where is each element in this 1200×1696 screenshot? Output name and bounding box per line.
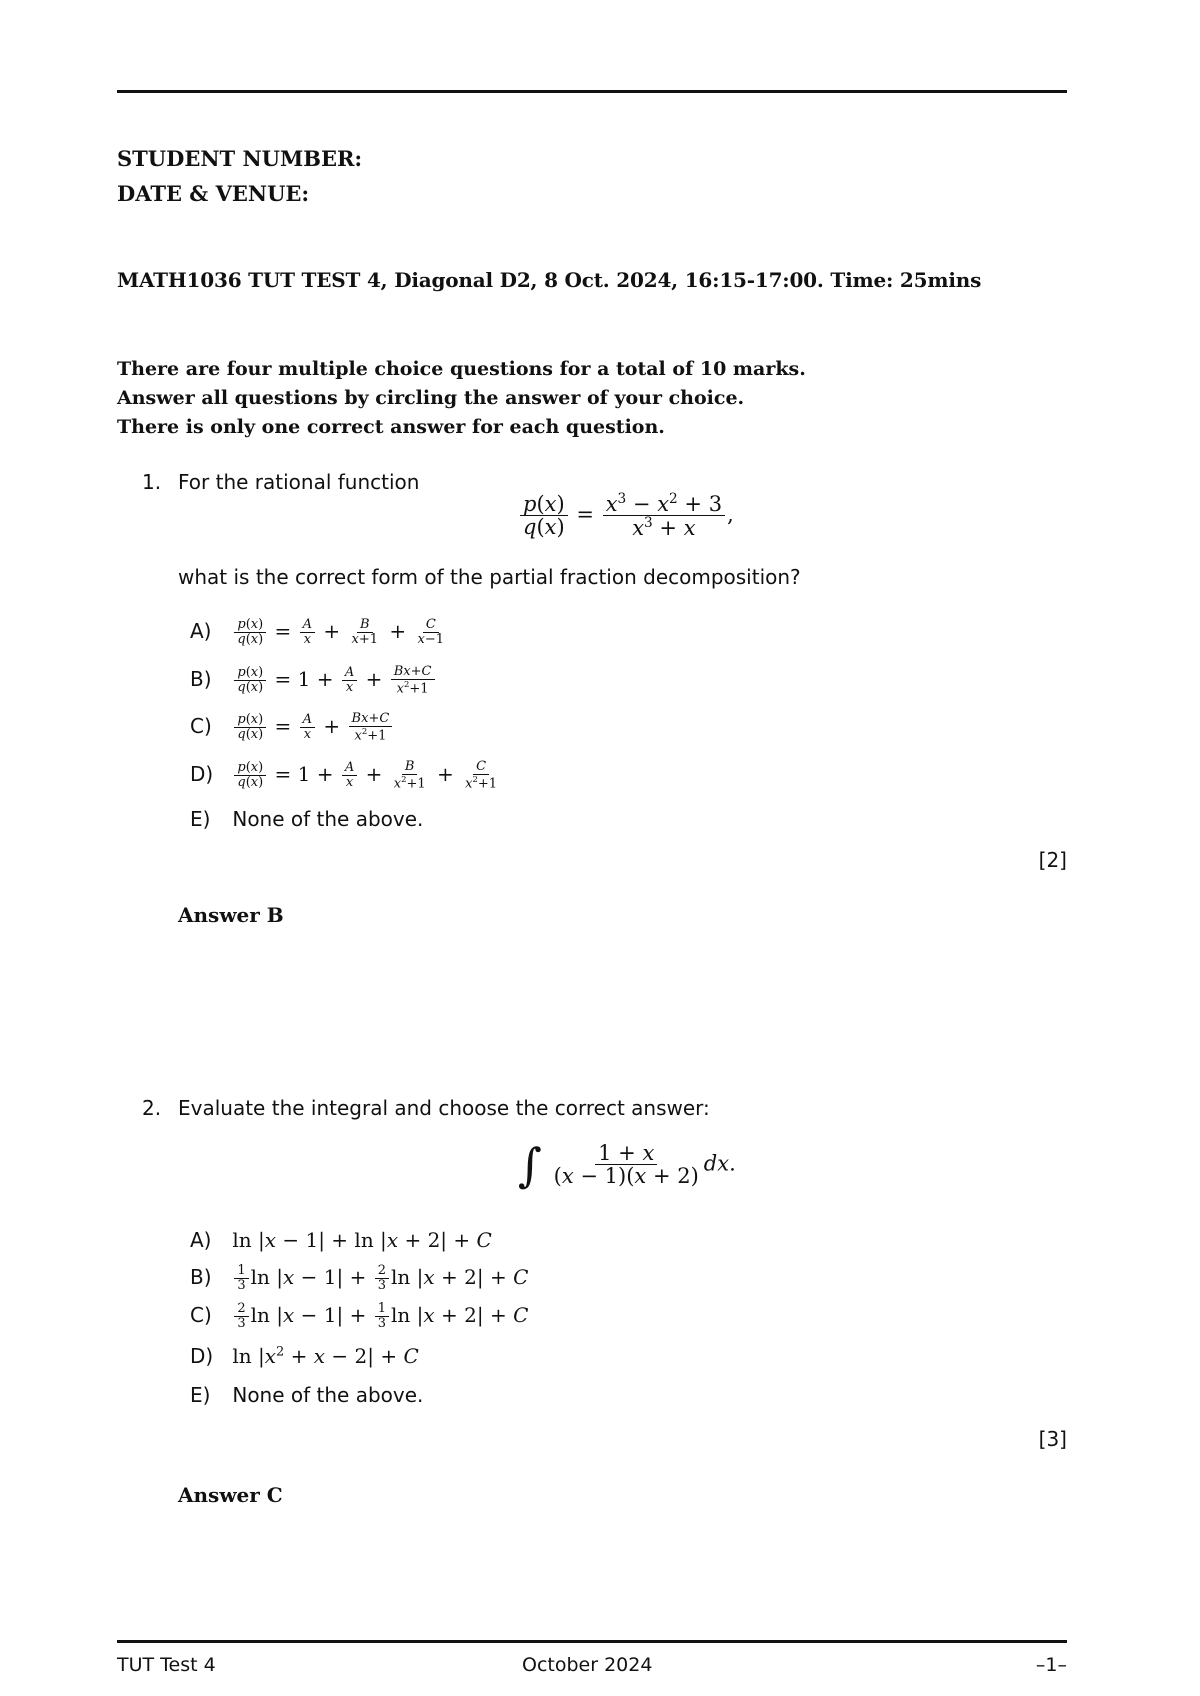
test-title: MATH1036 TUT TEST 4, Diagonal D2, 8 Oct. 2024, 16:15-17:00. Time: 25mins (117, 268, 982, 292)
option-label: C) (190, 1302, 212, 1327)
option-label: D) (190, 1344, 214, 1368)
q1-number: 1. (142, 470, 162, 494)
q2-marks: [3] (1038, 1427, 1067, 1451)
q1-option-a[interactable]: A) $\frac{p(x)}{q(x)}$ = $\frac{A}{x}$ + $\frac{B}{x+1}$ + $\frac{C}{x-1}$ (190, 617, 445, 647)
instruction-line: Answer all questions by circling the answer of your choice. (117, 387, 745, 409)
instructions (117, 355, 806, 442)
option-label: C) (190, 714, 212, 739)
q2-option-a[interactable]: A) ln |x − 1| + ln |x + 2| + C (190, 1228, 492, 1252)
option-label: B) (190, 667, 212, 692)
option-label: E) (190, 807, 211, 831)
q1-option-c[interactable]: C) $\frac{p(x)}{q(x)}$ = $\frac{A}{x}$ + $\frac{Bx+C}{x^2+1}$ (190, 712, 394, 743)
footer-left: TUT Test 4 (117, 1654, 216, 1676)
q1-marks: [2] (1038, 848, 1067, 872)
q2-number: 2. (142, 1096, 162, 1120)
option-label: E) (190, 1383, 211, 1407)
q2-answer: Answer C (178, 1483, 283, 1507)
option-label: A) (190, 618, 212, 643)
footer-rule (117, 1640, 1067, 1643)
instruction-line: There are four multiple choice questions for a total of 10 marks. (117, 358, 806, 380)
q1-answer: Answer B (178, 903, 284, 927)
option-text: None of the above. (232, 807, 424, 831)
q1-option-e[interactable] (190, 807, 423, 831)
top-rule (117, 90, 1067, 93)
option-text: None of the above. (232, 1383, 424, 1407)
page-number: –1– (1035, 1654, 1067, 1676)
q2-option-b[interactable]: B) $\frac{1}{3}$ ln |x − 1| + $\frac{2}{3}$ ln |x + 2| + C (190, 1263, 529, 1293)
q2-integral: ∫ $\frac{1 + x}{(x - 1)(x + 2)}$ dx. (518, 1138, 736, 1192)
student-number-label: STUDENT NUMBER: (117, 146, 363, 171)
footer-center: October 2024 (522, 1654, 653, 1676)
q1-function-equation: $\frac{p(x)}{q(x)}$ = $\frac{x^3 - x^2 + 3}{x^3 + x}$ , (518, 492, 734, 540)
option-label: B) (190, 1264, 212, 1289)
option-label: A) (190, 1228, 212, 1252)
q2-option-c[interactable]: C) $\frac{2}{3}$ ln |x − 1| + $\frac{1}{3}$ ln |x + 2| + C (190, 1301, 529, 1331)
q2-option-d[interactable]: D) $\ln |x^2 + x - 2| + C$ (190, 1344, 419, 1368)
q1-intro: For the rational function (178, 470, 420, 494)
q1-option-d[interactable]: D) $\frac{p(x)}{q(x)}$ = 1 + $\frac{A}{x}$ + $\frac{B}{x^2+1}$ + $\frac{C}{x^2+1}$ (190, 759, 498, 791)
date-venue-label: DATE & VENUE: (117, 181, 310, 206)
instruction-line: There is only one correct answer for each question. (117, 416, 665, 438)
q2-intro: Evaluate the integral and choose the correct answer: (178, 1096, 710, 1120)
q2-option-e[interactable] (190, 1383, 423, 1407)
option-label: D) (190, 762, 214, 787)
q1-option-b[interactable]: B) $\frac{p(x)}{q(x)}$ = 1 + $\frac{A}{x}$ + $\frac{Bx+C}{x^2+1}$ (190, 665, 437, 696)
q1-prompt: what is the correct form of the partial fraction decomposition? (178, 565, 801, 589)
